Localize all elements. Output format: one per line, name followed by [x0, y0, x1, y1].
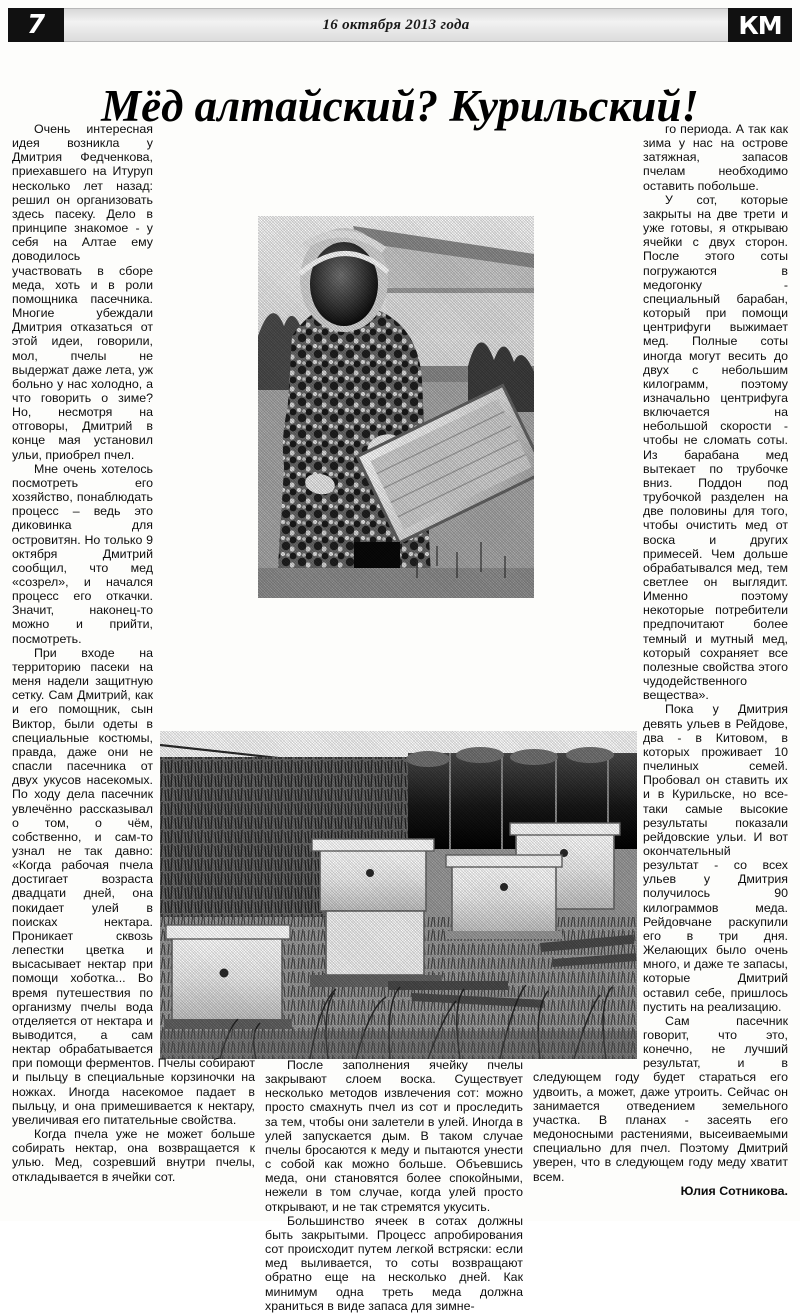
- article-column-right: [533, 122, 788, 1198]
- paragraph: При входе на территорию пасеки на меня надели защитную сетку. Сам Дмитрий, как и его помощник, сын Виктор, были одеты в специальные костюмы, правда, даже они не спасли пасечника от двух укусов насекомых. По ходу дела пасечник увлечённо рассказывал о том, о чём, собственно, и сам-то узнал не так давно: «Когда рабочая пчела достигает возраста двадцати дней, она покидает улей в поисках нектара. Проникает сквозь лепестки цветка и высасывает нектар при помощи хоботка... Во время путешествия по организму пчелы вода отделяется от нектара и выводится, а сам нектар обрабатывается при помощи ферментов. Пчелы собирают и пыльцу в специальные корзиночки на ножках. Иногда насекомое падает в пыльцу, и она примешивается к нектару, увеличивая его питательные свойства.: [12, 645, 255, 1127]
- article-column-left: [12, 122, 255, 1184]
- paragraph: го периода. А так как зима у нас на острове затяжная, запасов пчелам необходимо оставить побольше.: [643, 122, 788, 193]
- text-wrap-spacer: [159, 725, 255, 1055]
- publication-logo-text: КМ: [738, 10, 782, 40]
- paragraph: Пока у Дмитрия девять ульев в Рейдове, два - в Китовом, в которых проживает 10 пчелиных семей. Пробовал он ставить их и в Курильске, но все-таки самые высокие результаты показали рейдовские ульи. И вот окончательный результат - со всех ульев у Дмитрия получилось 90 килограммов меда. Рейдовчане раскупили его в три дня. Желающих было очень много, и даже те запасы, которые Дмитрий оставил себе, пришлось пустить на реализацию.: [643, 702, 788, 1014]
- paragraph: У сот, которые закрыты на две трети и уже готовы, я открываю ячейки с двух сторон. После этого соты погружаются в медогонку - специальный барабан, который при помощи центрифуги выжимает мед. Полные соты иногда могут весить до двух с небольшим килограмм, поэтому изначально центрифуга включается на небольшой скорости - чтобы не сломать соты. Из барабана мед вытекает по трубочке вниз. Поддон под трубочкой разделен на две половины для того, чтобы очистить мед от воска и других примесей. Чем дольше обрабатывался мед, тем светлее он выглядит. Именно поэтому некоторые потребители предпочитают более темный и мутный мед, который сохраняет все полезные свойства этого чудодейственного вещества».: [643, 192, 788, 703]
- publication-logo: [728, 8, 792, 42]
- article-headline: Мёд алтайский? Курильский!: [101, 81, 699, 132]
- paragraph: После заполнения ячейку пчелы закрывают слоем воска. Существует несколько методов извлечения сот: можно просто смахнуть пчел из сот и проследить за тем, чтобы они залетели в улей. Иногда в улей запускается дым. В таком случае пчелы бросаются к меду и пытаются унести с собой как можно больше. Объевшись меда, они становятся более спокойными, нежели в том случае, когда улей просто открывают, и не так стремятся укусить.: [265, 1058, 523, 1214]
- paragraph: Очень интересная идея возникла у Дмитрия Федченкова, приехавшего на Итуруп несколько лет назад: решил он организовать здесь пасеку. Дело в принципе знакомое - у себя на Алтае ему доводилось участвовать в сборе меда, хоть и в роли помощника пасечника. Многие убеждали Дмитрия отказаться от этой идеи, говорили, мол, пчелы не выдержат даже лета, уж больно у нас холодно, а что говорить о зиме? Но, несмотря на отговоры, Дмитрий в конце мая установил ульи, приобрел пчел.: [12, 122, 153, 462]
- page-number-badge: [8, 8, 64, 42]
- paragraph: Большинство ячеек в сотах должны быть закрытыми. Процесс апробирования сот происходит путем легкой встряски: если мед выливается, то соты возвращают обратно еще на несколько дней. Как минимум одна треть меда должна храниться в виде запаса для зимне-: [265, 1213, 523, 1313]
- text-wrap-spacer: [533, 731, 637, 1061]
- masthead: [8, 8, 792, 42]
- paragraph: Сам пасечник говорит, что это, конечно, не лучший результат, и в следующем году будет стараться его удвоить, а может, даже утроить. Сейчас он занимается отведением земельного участка. В планах - засеять его медоносными растениями, высеиваемыми специально для пчел. Поэтому Дмитрий уверен, что в следующем году меду хватит всем.: [533, 1013, 788, 1184]
- text-wrap-spacer: [265, 676, 523, 1058]
- issue-date: 16 октября 2013 года: [322, 16, 470, 33]
- page-number: 7: [26, 10, 46, 40]
- masthead-date-bar: [64, 8, 728, 42]
- article-byline: Юлия Сотникова.: [680, 1183, 788, 1198]
- paragraph: Когда пчела уже не может больше собирать нектар, она возвращается к улью. Мед, созревший внутри пчелы, откладывается в ячейки сот.: [12, 1127, 255, 1184]
- paragraph: Мне очень хотелось посмотреть его хозяйство, понаблюдать процесс – ведь это диковинка для островитян. Но только 9 октября Дмитрий сообщил, что мед «созрел», и начался процесс его откачки. Значит, наконец-то можно и прийти, посмотреть.: [12, 461, 153, 646]
- text-wrap-spacer: [265, 252, 523, 582]
- article-column-middle: [265, 122, 523, 1313]
